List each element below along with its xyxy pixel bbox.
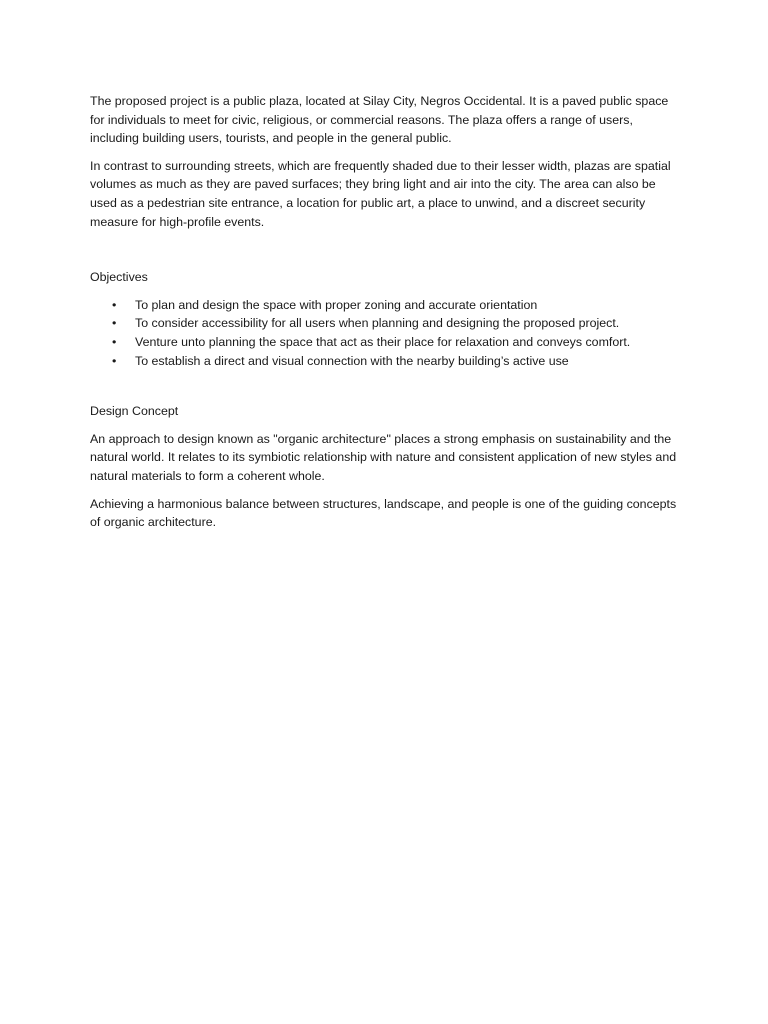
list-item — [90, 333, 680, 352]
bullet-icon: • — [112, 316, 117, 331]
intro-section — [90, 92, 680, 231]
bullet-icon: • — [112, 334, 117, 349]
intro-paragraph-1: The proposed project is a public plaza, located at Silay City, Negros Occidental. It is a paved public space for individuals to meet for civic, religious, or commercial reasons. The plaza offers a range of users, including building users, tourists, and people in the general public. — [90, 94, 669, 146]
list-item-text: Venture unto planning the space that act as their place for relaxation and conveys comfort. — [135, 334, 631, 349]
design-concept-heading: Design Concept — [90, 404, 179, 419]
design-concept-paragraph-1: An approach to design known as "organic architecture" places a strong emphasis on sustainability and the natural world. It relates to its symbiotic relationship with nature and consistent application of new styles and natural materials to form a coherent whole. — [90, 431, 677, 483]
objectives-section — [90, 268, 680, 370]
design-concept-section — [90, 402, 680, 532]
list-item-text: To consider accessibility for all users when planning and designing the proposed project. — [135, 316, 620, 331]
bullet-icon: • — [112, 353, 117, 368]
design-concept-paragraph-2: Achieving a harmonious balance between structures, landscape, and people is one of the guiding concepts of organic architecture. — [90, 496, 677, 530]
list-item — [90, 296, 680, 315]
list-item — [90, 352, 680, 371]
list-item-text: To establish a direct and visual connection with the nearby building’s active use — [135, 353, 569, 368]
objectives-list — [90, 296, 680, 370]
objectives-heading: Objectives — [90, 270, 148, 285]
intro-paragraph-2: In contrast to surrounding streets, which are frequently shaded due to their lesser width, plazas are spatial volumes as much as they are paved surfaces; they bring light and air into the city. The area can also be used as a pedestrian site entrance, a location for public art, a place to unwind, and a discreet security measure for high-profile events. — [90, 158, 671, 229]
list-item — [90, 314, 680, 333]
bullet-icon: • — [112, 297, 117, 312]
list-item-text: To plan and design the space with proper zoning and accurate orientation — [135, 297, 538, 312]
